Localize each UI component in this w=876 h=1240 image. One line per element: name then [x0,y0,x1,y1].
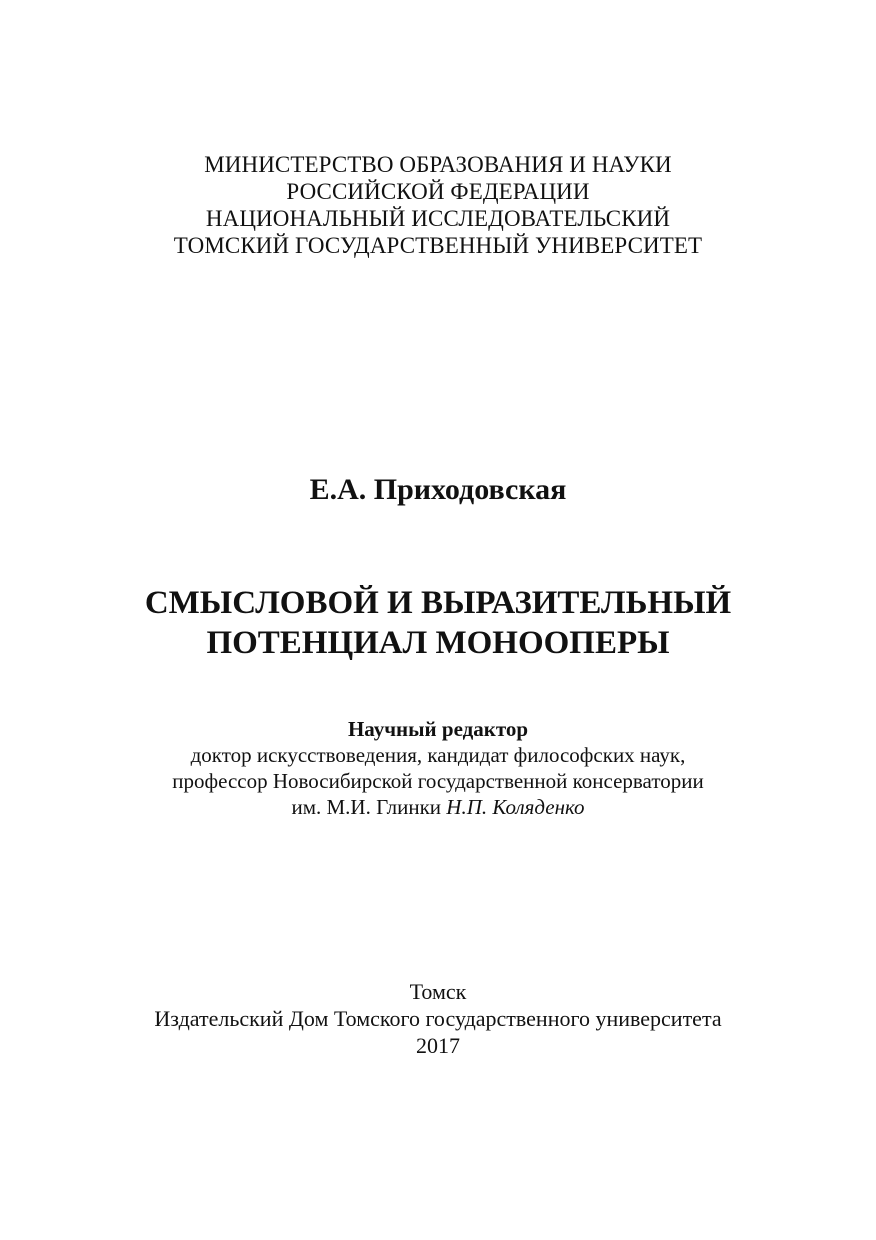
imprint-year: 2017 [416,1033,460,1058]
editor-line-2: профессор Новосибирской государственной консерватории [172,769,704,793]
title-line-2: ПОТЕНЦИАЛ МОНООПЕРЫ [206,625,670,661]
imprint-city: Томск [409,979,467,1004]
editor-name: Н.П. Коляденко [446,795,585,819]
author-text: Е.А. Приходовская [309,473,567,506]
imprint [0,978,876,1059]
scientific-editor [0,716,876,820]
ministry-line-1: МИНИСТЕРСТВО ОБРАЗОВАНИЯ И НАУКИ [204,152,672,177]
editor-line-1: доктор искусствоведения, кандидат философских наук, [190,743,686,767]
author-name [0,472,876,508]
ministry-line-4: ТОМСКИЙ ГОСУДАРСТВЕННЫЙ УНИВЕРСИТЕТ [173,233,703,258]
imprint-publisher: Издательский Дом Томского государственного университета [154,1006,722,1031]
editor-label: Научный редактор [347,717,529,741]
editor-line-3-prefix: им. М.И. Глинки [291,795,442,819]
ministry-line-3: НАЦИОНАЛЬНЫЙ ИССЛЕДОВАТЕЛЬСКИЙ [205,206,671,231]
ministry-line-2: РОССИЙСКОЙ ФЕДЕРАЦИИ [286,179,590,204]
title-line-1: СМЫСЛОВОЙ И ВЫРАЗИТЕЛЬНЫЙ [144,585,732,621]
editor-line-3 [0,794,876,820]
book-title [0,583,876,663]
ministry-header [0,151,876,259]
